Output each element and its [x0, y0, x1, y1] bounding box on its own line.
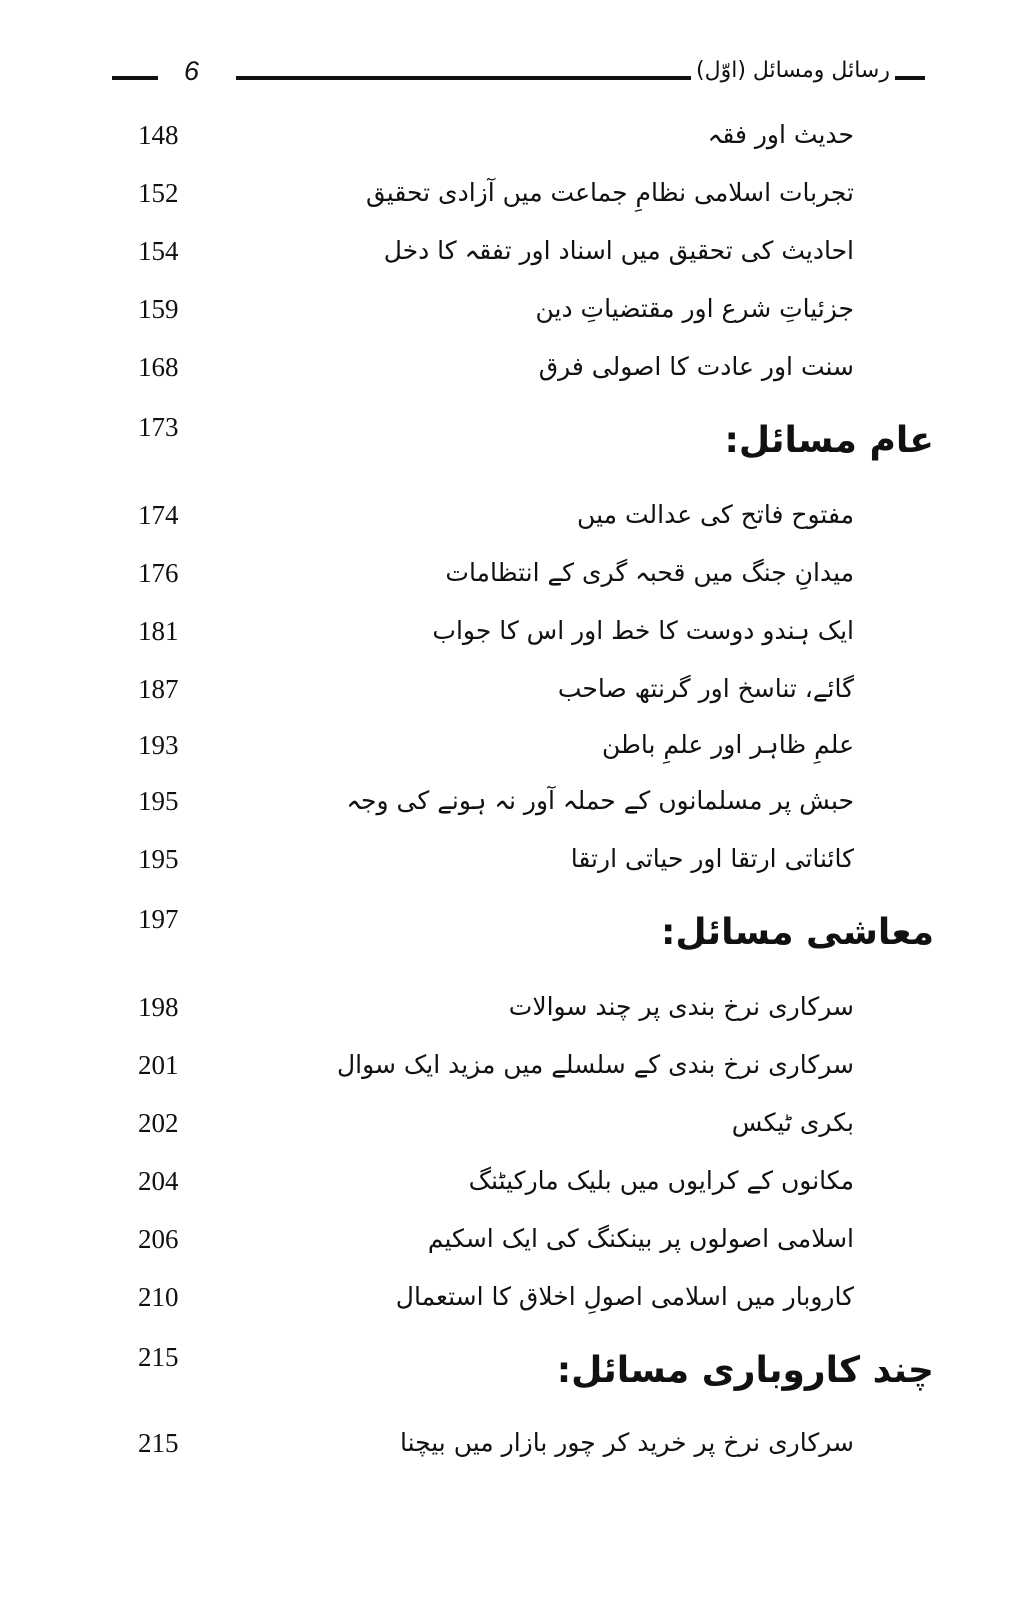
toc-entry-title: میدانِ جنگ میں قحبہ گری کے انتظامات [445, 558, 854, 587]
section-heading-title: چند کاروباری مسائل: [556, 1350, 934, 1391]
toc-page-number: 206 [138, 1224, 179, 1254]
toc-entry-title: ایک ہندو دوست کا خط اور اس کا جواب [432, 616, 854, 645]
toc-entry-title: اسلامی اصولوں پر بینکنگ کی ایک اسکیم [427, 1224, 854, 1253]
toc-entry-title: سنت اور عادت کا اصولی فرق [538, 352, 854, 381]
toc-entry-title: سرکاری نرخ پر خرید کر چور بازار میں بیچنا [399, 1428, 854, 1457]
toc-page-number: 181 [138, 616, 179, 646]
toc-entry-title: کائناتی ارتقا اور حیاتی ارتقا [570, 844, 854, 873]
toc-page-number: 173 [138, 412, 179, 442]
header-rule-middle [236, 76, 691, 80]
toc-entry-title: مکانوں کے کرایوں میں بلیک مارکیٹنگ [468, 1166, 854, 1195]
toc-entry-title: تجربات اسلامی نظامِ جماعت میں آزادی تحقیق [365, 178, 854, 207]
toc-entry-title: سرکاری نرخ بندی کے سلسلے میں مزید ایک سوال [336, 1050, 854, 1079]
toc-page-number: 152 [138, 178, 179, 208]
toc-page-number: 193 [138, 730, 179, 760]
toc-page-number: 176 [138, 558, 179, 588]
toc-page-number: 204 [138, 1166, 179, 1196]
toc-entry-title: گائے، تناسخ اور گرنتھ صاحب [557, 674, 854, 703]
toc-page-number: 210 [138, 1282, 179, 1312]
toc-entry-title: مفتوح فاتح کی عدالت میں [577, 500, 854, 529]
toc-page-number: 215 [138, 1342, 179, 1372]
toc-page-number: 148 [138, 120, 179, 150]
toc-page-number: 202 [138, 1108, 179, 1138]
toc-entry-title: بکری ٹیکس [731, 1108, 854, 1137]
toc-page-number: 187 [138, 674, 179, 704]
toc-entry-title: جزئیاتِ شرع اور مقتضیاتِ دین [535, 294, 854, 323]
toc-page-number: 198 [138, 992, 179, 1022]
toc-entry-title: سرکاری نرخ بندی پر چند سوالات [508, 992, 854, 1021]
toc-page-number: 195 [138, 786, 179, 816]
page-header [0, 58, 1024, 98]
toc-entry-title: علمِ ظاہر اور علمِ باطن [601, 730, 854, 759]
toc-page-number: 154 [138, 236, 179, 266]
toc-page-number: 197 [138, 904, 179, 934]
header-rule-right [895, 76, 925, 80]
toc-page-number: 174 [138, 500, 179, 530]
toc-entry-title: حدیث اور فقہ [707, 120, 854, 149]
toc-entry-title: احادیث کی تحقیق میں اسناد اور تفقہ کا دخل [383, 236, 854, 265]
toc-page-number: 195 [138, 844, 179, 874]
toc-page-number: 215 [138, 1428, 179, 1458]
toc-page-number: 159 [138, 294, 179, 324]
header-rule-left [112, 76, 158, 80]
toc-page-number: 168 [138, 352, 179, 382]
section-heading-title: معاشی مسائل: [661, 912, 934, 953]
toc-entry-title: حبش پر مسلمانوں کے حملہ آور نہ ہونے کی وجہ [346, 786, 854, 815]
running-title: رسائل ومسائل (اوّل) [696, 58, 890, 83]
toc-entry-title: کاروبار میں اسلامی اصولِ اخلاق کا استعمال [395, 1282, 854, 1311]
page-number: 6 [184, 56, 200, 86]
section-heading-title: عام مسائل: [724, 420, 934, 461]
toc-page-number: 201 [138, 1050, 179, 1080]
